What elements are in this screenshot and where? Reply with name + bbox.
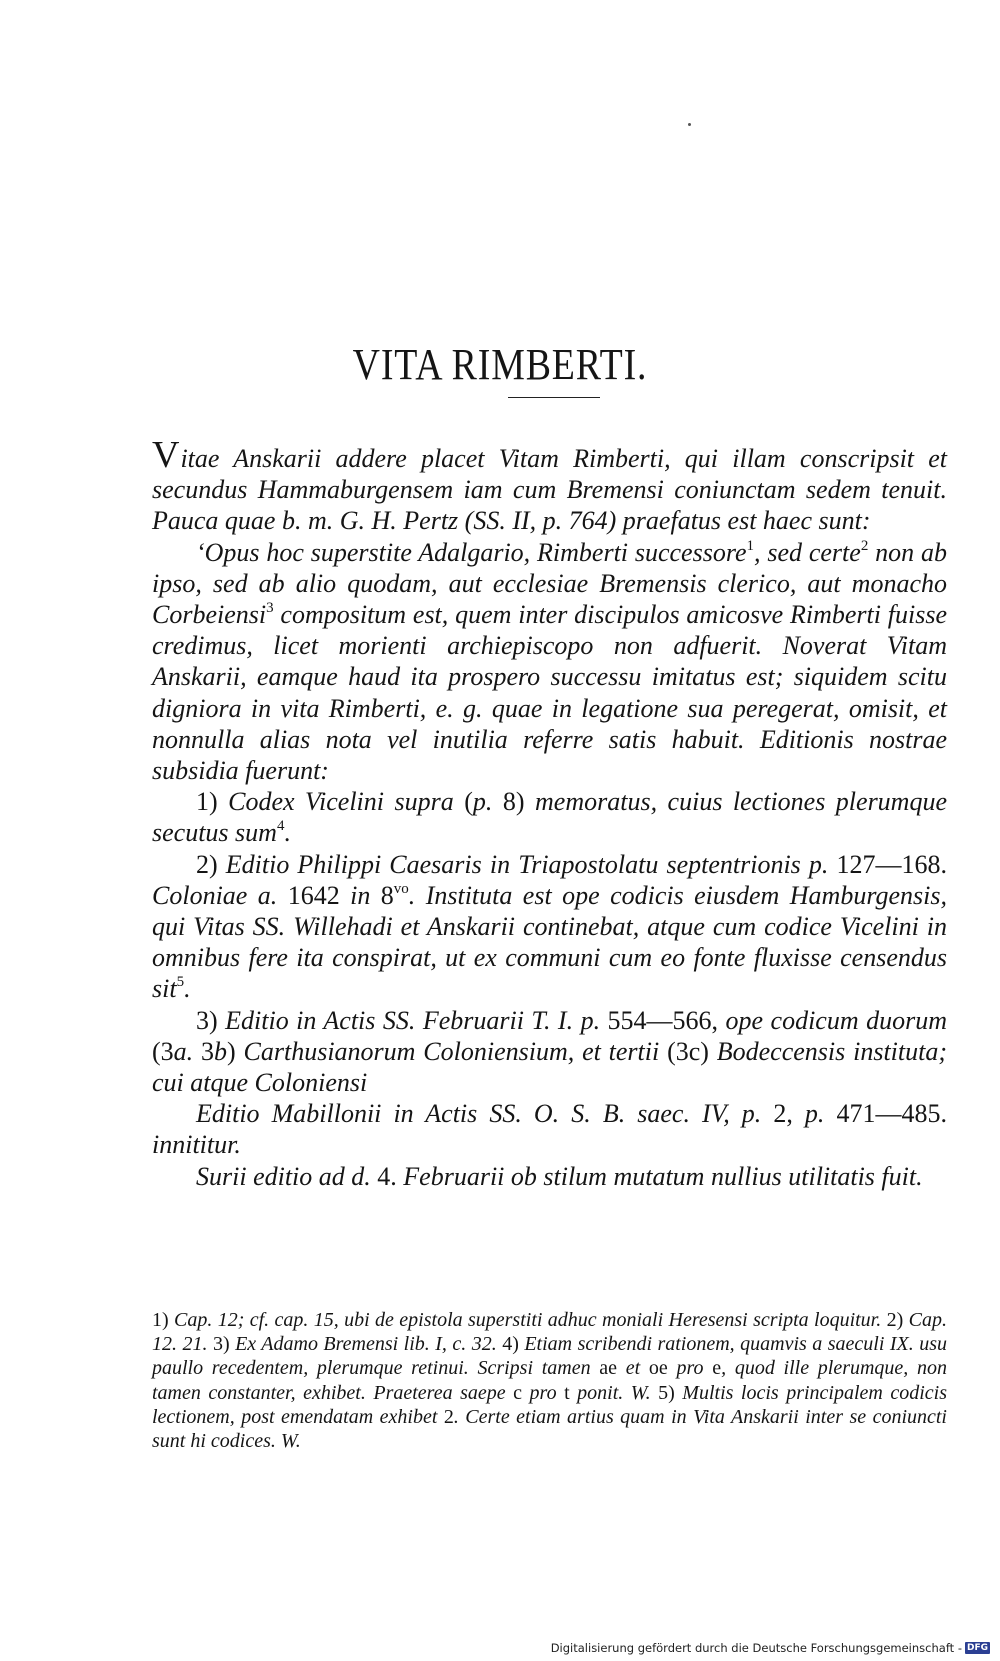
italic-text: Bodeccensis instituta; cui atque Coloniensi [152, 1036, 947, 1098]
upright-text: 471—485. [836, 1099, 947, 1129]
italic-text: non ab ipso, sed ab alio quodam, aut ecclesiae Bremensis clerico, aut monacho Corbeiensi [152, 537, 947, 630]
italic-text: , quod ille plerumque, non tamen constanter, exhibet. Praeterea saepe [152, 1357, 947, 1404]
title-rule [508, 397, 600, 398]
italic-text: . [184, 974, 191, 1004]
upright-text: ) [227, 1036, 236, 1066]
upright-text: 8) [502, 787, 525, 817]
upright-text: 554—566, [607, 1005, 719, 1035]
italic-text: memoratus, cuius lectiones plerumque secutus sum [152, 787, 948, 848]
page-title: VITA RIMBERTI. [352, 340, 648, 390]
footnote-marker: vo [393, 880, 409, 897]
italic-text: p. [472, 787, 503, 817]
upright-text: (3 [152, 1036, 174, 1066]
footnote-block [152, 1308, 947, 1453]
italic-text: Etiam scribendi rationem, quamvis a saeculi IX. usu paullo recedentem, plerumque retinui. Scripsi tamen [152, 1333, 947, 1380]
drop-cap: V [152, 434, 180, 476]
digitization-credit [551, 1641, 990, 1655]
paragraph-source-1 [152, 786, 947, 848]
italic-text: b [214, 1036, 228, 1066]
italic-text: innititur. [152, 1130, 241, 1160]
italic-text: Editio in Actis SS. Februarii T. I. p. [225, 1005, 608, 1035]
upright-text: e [712, 1357, 722, 1380]
paragraph-surius [152, 1161, 947, 1192]
upright-text: 8 [380, 880, 394, 910]
italic-text: Multis locis principalem codicis lectionem, post emendatam exhibet [152, 1381, 948, 1428]
upright-text: 4) [502, 1333, 525, 1356]
italic-text: pro [667, 1357, 713, 1380]
italic-text: . [284, 818, 291, 848]
upright-text: 2, [773, 1099, 793, 1129]
italic-text: , sed certe [754, 537, 861, 567]
upright-text: 3 [201, 1036, 215, 1066]
paragraph-intro [152, 434, 947, 537]
italic-text: pro [522, 1381, 565, 1404]
italic-text: Editio Philippi Caesaris in Triapostolatu septentrionis p. [225, 849, 837, 879]
footnotes [152, 1308, 947, 1453]
italic-text: et [617, 1357, 649, 1380]
paragraph-mabillon [152, 1098, 947, 1160]
italic-text: . Certe etiam artius quam in Vita Anskarii inter se coniuncti sunt hi codices. W. [152, 1405, 947, 1453]
upright-text: 2) [196, 849, 226, 879]
italic-text: Cap. 12. 21. [152, 1309, 947, 1356]
footnote-marker: 2 [860, 537, 869, 554]
upright-text: 1) [152, 1309, 175, 1331]
upright-text: 1642 [287, 880, 340, 910]
upright-text: ae [599, 1357, 618, 1380]
upright-text: 2 [443, 1405, 454, 1428]
upright-text: 127—168. [836, 849, 947, 879]
italic-text: p. [792, 1099, 837, 1129]
upright-text: oe [648, 1357, 668, 1380]
footnote-marker: 5 [176, 974, 185, 991]
footnote-marker: 1 [746, 537, 755, 554]
footnote-marker: 3 [266, 600, 274, 617]
italic-text: Editio Mabillonii in Actis SS. O. S. B. saec. IV, p. [196, 1099, 774, 1129]
intro-text: itae Anskarii addere placet Vitam Rimberti, qui illam conscripsit et secundus Hammaburgensem iam cum Bremensi coniunctam sedem tenuit. Pauca quae b. m. G. H. Pertz (SS. II, p. 764) praefatus est haec sunt: [152, 444, 947, 536]
italic-text: Cap. 12; cf. cap. 15, ubi de epistola superstiti adhuc moniali Heresensi scripta loquitur. [174, 1309, 887, 1331]
upright-text: (3c) [667, 1036, 709, 1066]
paragraph-source-3 [152, 1005, 947, 1099]
upright-text: ( [464, 787, 473, 817]
upright-text: 3) [212, 1333, 236, 1356]
italic-text: Coloniae a. [152, 880, 288, 910]
upright-text: 1) [196, 787, 229, 817]
italic-text: Ex Adamo Bremensi lib. I, c. 32. [235, 1333, 503, 1356]
italic-text: ope codicum duorum [718, 1005, 947, 1035]
dfg-logo: DFG [966, 1643, 988, 1653]
upright-text: 2) [886, 1309, 909, 1331]
italic-text: Codex Vicelini supra [228, 787, 465, 817]
italic-text: . Instituta est ope codicis eiusdem Hamburgensis, qui Vitas SS. Willehadi et Anskarii continebat, atque cum codice Vicelini in omnibus fere ita conspirat, ut ex communi cum eo fonte fluxisse censendus sit [152, 880, 947, 1004]
italic-text: Carthusianorum Coloniensium, et tertii [235, 1036, 668, 1066]
italic-text: in [339, 880, 381, 910]
upright-text: 5) [658, 1381, 683, 1404]
credit-text: Digitalisierung gefördert durch die Deutsche Forschungsgemeinschaft - [550, 1641, 962, 1655]
italic-text: compositum est, quem inter discipulos amicosve Rimberti fuisse credimus, licet morienti archiepiscopo non adfuerit. Noverat Vitam Anskarii, eamque haud ita prospero successu imitatus est; siquidem scitu digniora in vita Rimberti, e. g. quae in legatione sua peregerat, omisit, et nonnulla alias nota vel inutilia referre satis habuit. Editionis nostrae subsidia fuerunt: [152, 600, 947, 786]
footnote-marker: 4 [276, 818, 285, 835]
scan-speck [688, 123, 691, 126]
italic-text: Februarii ob stilum mutatum nullius utilitatis fuit. [396, 1161, 923, 1191]
italic-text: ponit. W. [569, 1381, 659, 1404]
upright-text: 3) [196, 1005, 226, 1035]
italic-text: ‘Opus hoc superstite Adalgario, Rimberti successore [196, 537, 747, 567]
paragraph-quote [152, 537, 947, 787]
upright-text: t [564, 1381, 570, 1404]
paragraph-source-2 [152, 849, 947, 1005]
upright-text: c [513, 1381, 523, 1404]
italic-text: Surii editio ad d. [196, 1161, 378, 1191]
italic-text: a. [173, 1036, 202, 1066]
main-text [152, 434, 948, 1192]
upright-text: 4. [377, 1161, 397, 1191]
